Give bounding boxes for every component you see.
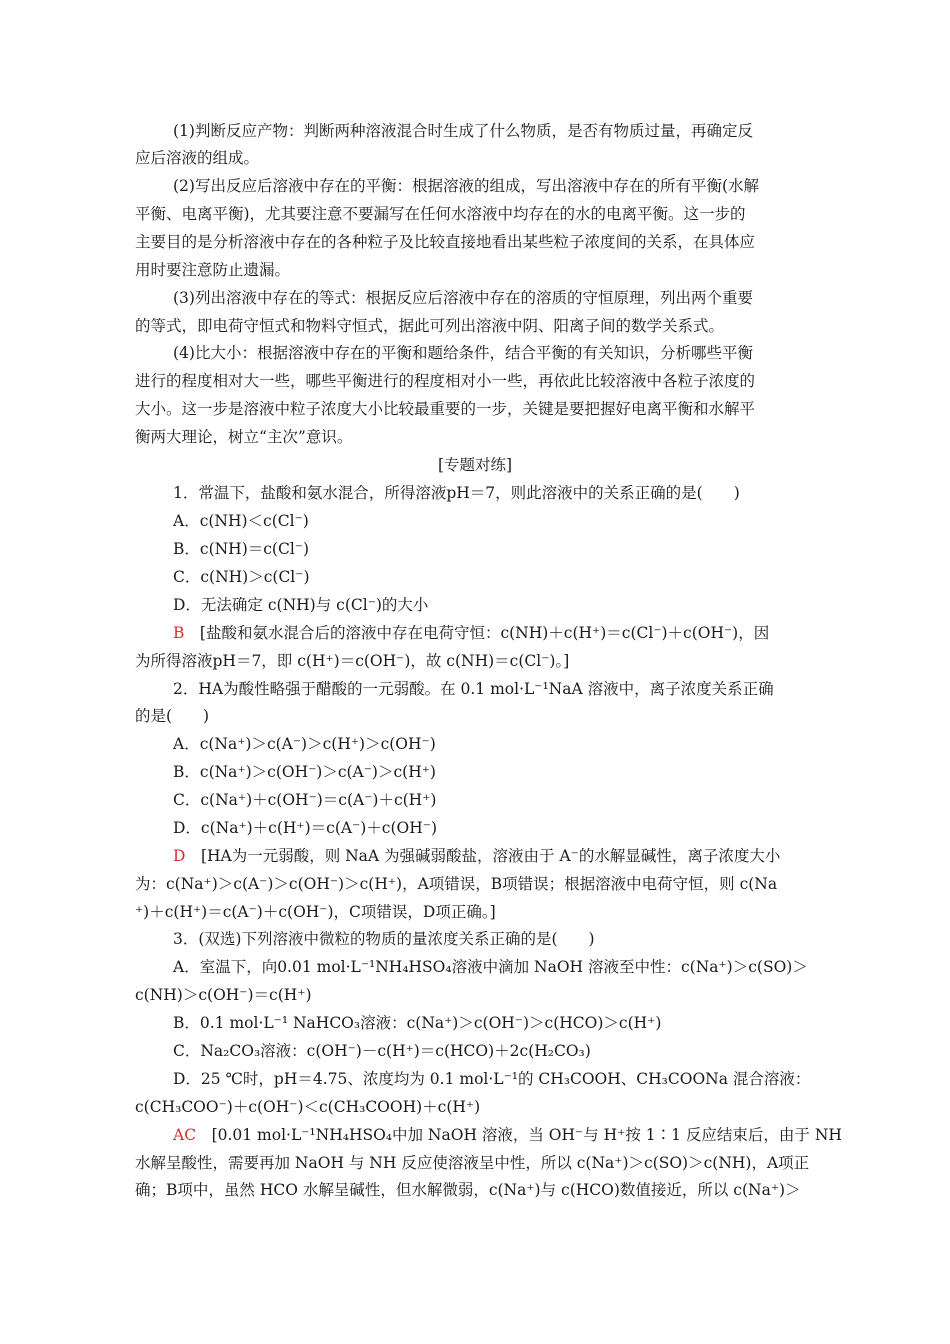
intro-p2-line1: (2)写出反应后溶液中存在的平衡：根据溶液的组成，写出溶液中存在的所有平衡(水解 bbox=[173, 177, 760, 195]
q2-stem-line1: 2．HA为酸性略强于醋酸的一元弱酸。在 0.1 mol·L⁻¹NaA 溶液中，离子浓度关系正确 bbox=[173, 680, 774, 698]
q2-option-b: B．c(Na⁺)＞c(OH⁻)＞c(A⁻)＞c(H⁺) bbox=[173, 763, 436, 781]
q1-explanation-text: [盐酸和氨水混合后的溶液中存在电荷守恒：c(NH)＋c(H⁺)＝c(Cl⁻)＋c(OH⁻)，因 bbox=[184, 624, 770, 642]
q1-explanation-line2: 为所得溶液pH＝7，即 c(H⁺)＝c(OH⁻)，故 c(NH)＝c(Cl⁻)。] bbox=[135, 652, 570, 670]
q1-option-a: A．c(NH)＜c(Cl⁻) bbox=[173, 512, 309, 530]
q2-answer: D bbox=[173, 847, 186, 865]
q3-option-d-line2: c(CH₃COO⁻)＋c(OH⁻)＜c(CH₃COOH)＋c(H⁺) bbox=[135, 1098, 481, 1116]
intro-p4-line3: 大小。这一步是溶液中粒子浓度大小比较最重要的一步，关键是要把握好电离平衡和水解平 bbox=[135, 400, 756, 418]
intro-p4-line4: 衡两大理论，树立“主次”意识。 bbox=[135, 428, 353, 446]
q3-explanation-line1 bbox=[173, 1125, 842, 1145]
q1-option-c: C．c(NH)＞c(Cl⁻) bbox=[173, 568, 310, 586]
intro-p1-line1: (1)判断反应产物：判断两种溶液混合时生成了什么物质，是否有物质过量，再确定反 bbox=[173, 122, 753, 140]
intro-p2-line4: 用时要注意防止遗漏。 bbox=[135, 261, 291, 279]
intro-p2-line2: 平衡、电离平衡)，尤其要注意不要漏写在任何水溶液中均存在的水的电离平衡。这一步的 bbox=[135, 205, 746, 223]
q3-explanation-line2: 水解呈酸性，需要再加 NaOH 与 NH 反应使溶液呈中性，所以 c(Na⁺)＞c(SO)＞c(NH)，A项正 bbox=[135, 1154, 810, 1172]
q3-option-c: C．Na₂CO₃溶液：c(OH⁻)－c(H⁺)＝c(HCO)＋2c(H₂CO₃) bbox=[173, 1042, 591, 1060]
intro-p3-line2: 的等式，即电荷守恒式和物料守恒式，据此可列出溶液中阴、阳离子间的数学关系式。 bbox=[135, 317, 725, 335]
q1-option-d: D．无法确定 c(NH)与 c(Cl⁻)的大小 bbox=[173, 596, 429, 614]
q3-option-a-line2: c(NH)＞c(OH⁻)＝c(H⁺) bbox=[135, 986, 312, 1004]
section-title: [专题对练] bbox=[437, 456, 513, 474]
q2-option-c: C．c(Na⁺)＋c(OH⁻)＝c(A⁻)＋c(H⁺) bbox=[173, 791, 437, 809]
intro-p3-line1: (3)列出溶液中存在的等式：根据反应后溶液中存在的溶质的守恒原理，列出两个重要 bbox=[173, 289, 753, 307]
q3-stem: 3．(双选)下列溶液中微粒的物质的量浓度关系正确的是( ) bbox=[173, 930, 595, 948]
intro-p4-line2: 进行的程度相对大一些，哪些平衡进行的程度相对小一些，再依此比较溶液中各粒子浓度的 bbox=[135, 372, 756, 390]
q2-explanation-line2: 为：c(Na⁺)＞c(A⁻)＞c(OH⁻)＞c(H⁺)，A项错误，B项错误；根据溶液中电荷守恒，则 c(Na bbox=[135, 875, 778, 893]
q1-option-b: B．c(NH)＝c(Cl⁻) bbox=[173, 540, 310, 558]
q1-explanation-line1 bbox=[173, 623, 769, 643]
intro-p1-line2: 应后溶液的组成。 bbox=[135, 149, 260, 167]
q2-explanation-text: [HA为一元弱酸，则 NaA 为强碱弱酸盐，溶液由于 A⁻的水解显碱性，离子浓度大小 bbox=[185, 847, 781, 865]
q2-option-d: D．c(Na⁺)＋c(H⁺)＝c(A⁻)＋c(OH⁻) bbox=[173, 819, 437, 837]
q3-explanation-text: [0.01 mol·L⁻¹NH₄HSO₄中加 NaOH 溶液，当 OH⁻与 H⁺按 1∶1 反应结束后，由于 NH bbox=[196, 1126, 842, 1144]
q2-explanation-line3: ⁺)＋c(H⁺)＝c(A⁻)＋c(OH⁻)，C项错误，D项正确。] bbox=[135, 903, 496, 921]
q2-explanation-line1 bbox=[173, 846, 780, 866]
q3-answer: AC bbox=[173, 1126, 197, 1144]
q1-stem: 1．常温下，盐酸和氨水混合，所得溶液pH＝7，则此溶液中的关系正确的是( ) bbox=[173, 484, 740, 502]
q3-option-d-line1: D．25 ℃时，pH＝4.75、浓度均为 0.1 mol·L⁻¹的 CH₃COOH、CH₃COONa 混合溶液： bbox=[173, 1070, 811, 1088]
q3-option-b: B．0.1 mol·L⁻¹ NaHCO₃溶液：c(Na⁺)＞c(OH⁻)＞c(HCO)＞c(H⁺) bbox=[173, 1014, 662, 1032]
q2-stem-line2: 的是( ) bbox=[135, 707, 210, 725]
q2-option-a: A．c(Na⁺)＞c(A⁻)＞c(H⁺)＞c(OH⁻) bbox=[173, 735, 436, 753]
q3-option-a-line1: A．室温下，向0.01 mol·L⁻¹NH₄HSO₄溶液中滴加 NaOH 溶液至中性：c(Na⁺)＞c(SO)＞ bbox=[173, 958, 808, 976]
q3-explanation-line3: 确；B项中，虽然 HCO 水解呈碱性，但水解微弱，c(Na⁺)与 c(HCO)数值接近，所以 c(Na⁺)＞ bbox=[135, 1181, 801, 1199]
intro-p2-line3: 主要目的是分析溶液中存在的各种粒子及比较直接地看出某些粒子浓度间的关系，在具体应 bbox=[135, 233, 756, 251]
q1-answer: B bbox=[173, 624, 185, 642]
intro-p4-line1: (4)比大小：根据溶液中存在的平衡和题给条件，结合平衡的有关知识，分析哪些平衡 bbox=[173, 344, 753, 362]
